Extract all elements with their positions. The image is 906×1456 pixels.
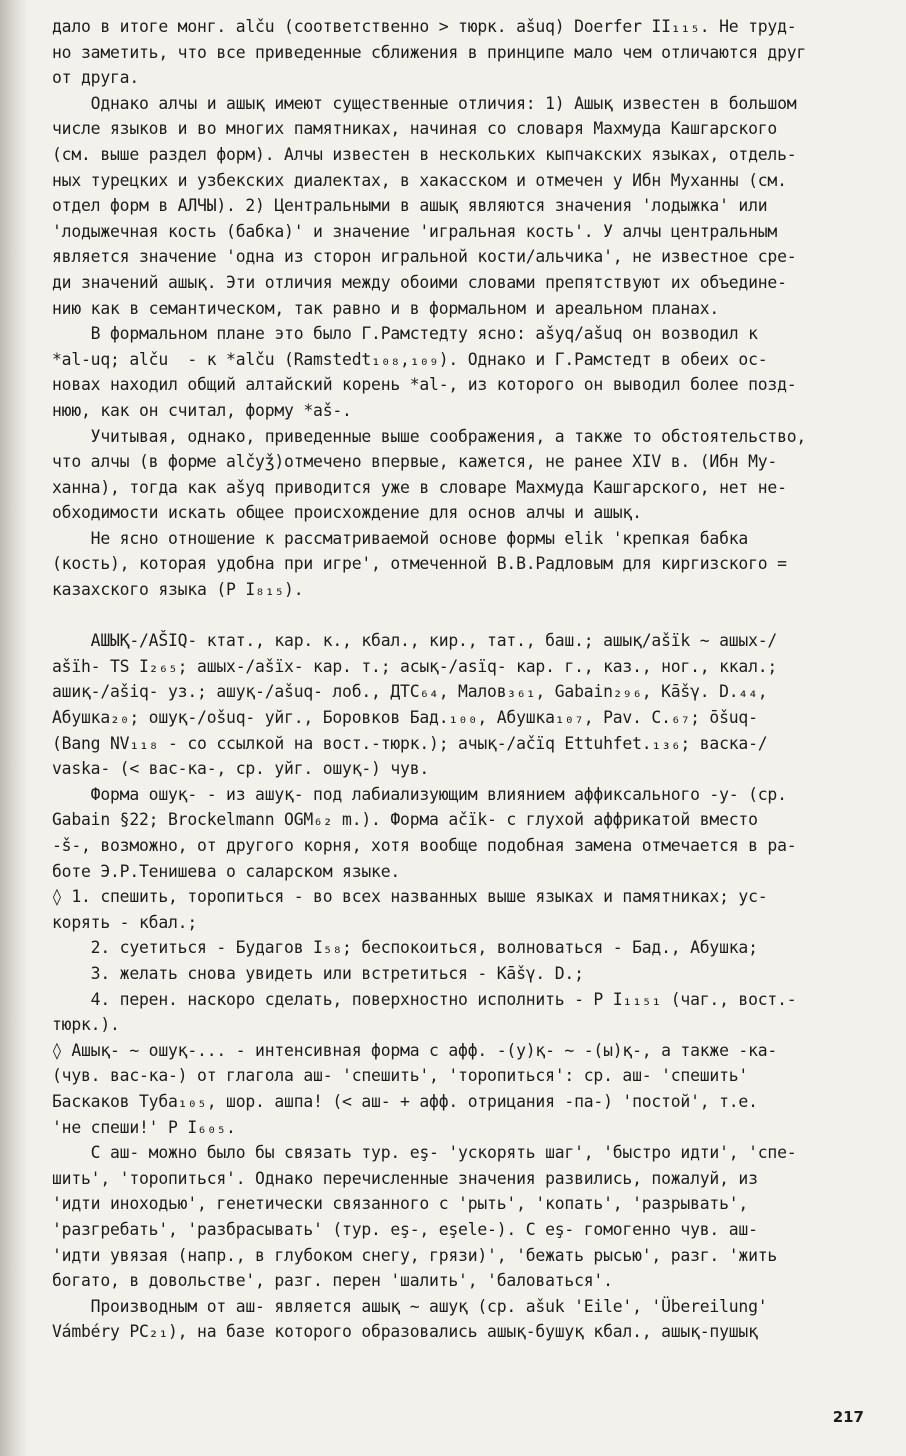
page-body — [52, 14, 880, 1345]
binding-edge-shadow — [0, 0, 30, 1456]
text-line: нюю, как он считал, форму *aš-. — [52, 400, 352, 420]
text-line: ашиқ-/ašiq- уз.; ашуқ-/ašuq- лоб., ДТС₆₄, Малов₃₆₁, Gabain₂₉₆, Kāšγ. D.₄₄, — [52, 682, 768, 702]
text-line: В формальном плане это было Г.Рамстедту ясно: ašyq/ašuq он возводил к — [52, 324, 758, 344]
text-line: Абушка₂₀; ошуқ-/ošuq- уйг., Боровков Бад.₁₀₀, Абушка₁₀₇, Pav. C.₆₇; ōšuq- — [52, 708, 758, 728]
text-line: Учитывая, однако, приведенные выше соображения, а также то обстоятельство, — [52, 426, 807, 446]
text-line: (кость), которая удобна при игре', отмеченной В.В.Радловым для киргизского = — [52, 554, 787, 574]
blank-line — [52, 603, 880, 629]
text-line: казахского языка (Р I₈₁₅). — [52, 580, 304, 600]
text-line: ди значений ашық. Эти отличия между обоими словами препятствуют их объедине- — [52, 272, 787, 292]
text-line: 'разгребать', 'разбрасывать' (тур. eş-, eşele-). С eş- гомогенно чув. аш- — [52, 1219, 758, 1239]
text-line: Форма ошуқ- - из ашуқ- под лабиализующим влиянием аффиксального -у- (ср. — [52, 784, 787, 804]
text-line: (см. выше раздел форм). Алчы известен в нескольких кыпчакских языках, отдель- — [52, 144, 797, 164]
text-line: но заметить, что все приведенные сближения в принципе мало чем отличаются друг — [52, 42, 807, 62]
text-line: -š-, возможно, от другого корня, хотя вообще подобная замена отмечается в ра- — [52, 836, 797, 855]
text-line: С аш- можно было бы связать тур. eş- 'ускорять шаг', 'быстро идти', 'спе- — [52, 1143, 797, 1163]
text-line: 'не спеши!' Р I₆₀₅. — [52, 1117, 236, 1137]
text-line: ašïh- TS I₂₆₅; ашых-/ašïx- кар. т.; асық-/asïq- кар. г., каз., ног., ккал.; — [52, 656, 778, 676]
text-line: дало в итоге монг. alču (соответственно > тюрк. ašuq) Doerfer II₁₁₅. Не труд- — [52, 17, 797, 36]
text-line: богато, в довольстве', разг. перен 'шалить', 'баловаться'. — [52, 1271, 613, 1291]
text-line: корять - кбал.; — [52, 912, 198, 932]
text-line: тюрк.). — [52, 1015, 120, 1035]
text-line: Vámbéry PC₂₁), на базе которого образовались ашық-бушуқ кбал., ашық-пушық — [52, 1322, 758, 1342]
text-line: является значение 'одна из сторон игральной кости/альчика', не известное сре- — [52, 247, 797, 267]
text-line: (Bang NV₁₁₈ - со ссылкой на вост.-тюрк.); ачық-/ačïq Ettuhfet.₁₃₆; васка-/ — [52, 733, 768, 753]
text-line: обходимости искать общее происхождение для основ алчы и ашық. — [52, 503, 642, 523]
text-line: Однако алчы и ашық имеют существенные отличия: 1) Ашық известен в большом — [52, 93, 797, 113]
text-line: *al-uq; alču - к *alču (Ramstedt₁₀₈,₁₀₉). Однако и Г.Рамстедт в обеих ос- — [52, 349, 768, 369]
text-line: нию как в семантическом, так равно и в формальном и ареальном планах. — [52, 298, 720, 318]
text-line: vaska- (< вас-ка-, ср. уйг. ошуқ-) чув. — [52, 759, 430, 779]
text-line: отдел форм в АЛЧЫ). 2) Центральными в ашық являются значения 'лодыжка' или — [52, 196, 768, 216]
text-line: 4. перен. наскоро сделать, поверхностно исполнить - Р I₁₁₅₁ (чаг., вост.- — [52, 989, 797, 1009]
text-line: 'лодыжечная кость (бабка)' и значение 'игральная кость'. У алчы центральным — [52, 221, 778, 241]
text-line: новах находил общий алтайский корень *al-, из которого он выводил более позд- — [52, 375, 797, 395]
text-line: АШЫҚ-/AŠIQ- ктат., кар. к., кбал., кир., тат., баш.; ашық/ašïk ~ ашых-/ — [52, 631, 778, 651]
text-line: ханна), тогда как ašyq приводится уже в словаре Махмуда Кашгарского, нет не- — [52, 477, 787, 497]
text-line: 2. суетиться - Будагов I₅₈; беспокоиться, волноваться - Бад., Абушка; — [52, 938, 758, 958]
text-line: шить', 'торопиться'. Однако перечисленные значения развились, пожалуй, из — [52, 1168, 758, 1188]
text-line: ◊ 1. спешить, торопиться - во всех названных выше языках и памятниках; ус- — [52, 887, 768, 907]
text-line: ◊ Ашық- ~ ошуқ-... - интенсивная форма с афф. -(у)қ- ~ -(ы)қ-, а также -ка- — [52, 1040, 778, 1060]
text-line: 3. желать снова увидеть или встретиться - Kāšγ. D.; — [52, 963, 584, 983]
text-line: Баскаков Туба₁₀₅, шор. ашпа! (< аш- + афф. отрицания -па-) 'постой', т.е. — [52, 1091, 758, 1111]
text-line: Не ясно отношение к рассматриваемой основе формы elik 'крепкая бабка — [52, 528, 749, 548]
text-line: Производным от аш- является ашық ~ ашуқ (ср. ašuk 'Eile', 'Übereilung' — [52, 1296, 768, 1316]
text-line: ных турецких и узбекских диалектах, в хакасском и отмечен у Ибн Муханны (см. — [52, 170, 787, 190]
text-line: Gabain §22; Brockelmann OGM₆₂ m.). Форма ačïk- с глухой аффрикатой вместо — [52, 810, 758, 830]
text-line: боте Э.Р.Тенишева о саларском языке. — [52, 861, 401, 881]
text-line: 'идти иноходью', генетически связанного с 'рыть', 'копать', 'разрывать', — [52, 1194, 749, 1214]
text-line: числе языков и во многих памятниках, начиная со словаря Махмуда Кашгарского — [52, 119, 778, 139]
text-line: (чув. вас-ка-) от глагола аш- 'спешить', 'торопиться': ср. аш- 'спешить' — [52, 1066, 749, 1086]
text-line: 'идти увязая (напр., в глубоком снегу, грязи)', 'бежать рысью', разг. 'жить — [52, 1245, 778, 1265]
text-line: что алчы (в форме alčyǯ)отмечено впервые, кажется, не ранее XIV в. (Ибн Му- — [52, 452, 778, 472]
text-line: от друга. — [52, 68, 140, 88]
page-number: 217 — [832, 1408, 864, 1426]
